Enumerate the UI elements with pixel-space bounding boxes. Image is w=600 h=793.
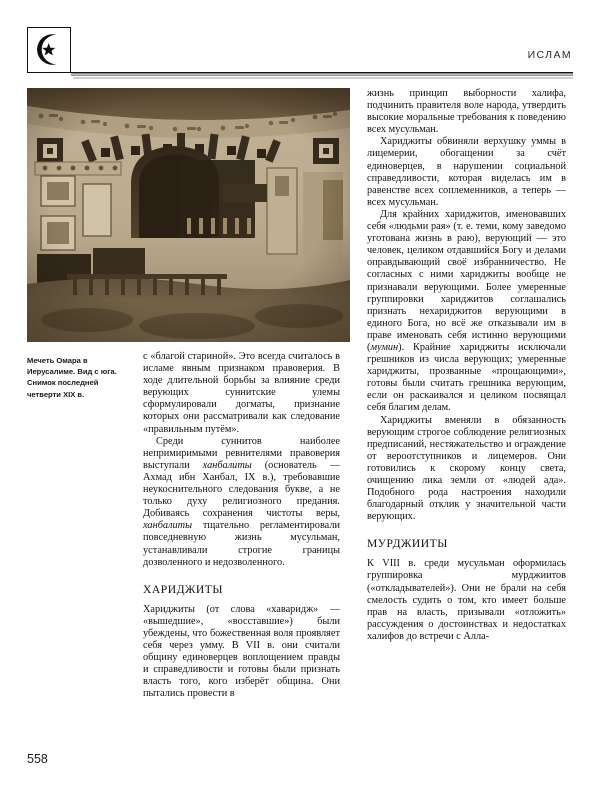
page-number: 558 xyxy=(27,752,48,766)
figure-mosque-photo xyxy=(27,88,350,342)
paragraph: Хариджиты вменяли в обязанность верующим строгое соблюдение религиозных предписаний, нестяжательство и ограждение от вероотступников и лицемеров. Они готовились к скорому концу света, очищению лика земли от «людей ада». Подобного рода настроения находили благодарный отклик у значительной части верующих. xyxy=(367,414,566,523)
section-heading-murjiites: МУРДЖИИТЫ xyxy=(367,537,448,551)
paragraph: с «благой стариной». Это всегда считалось в исламе явным признаком правоверия. В ходе длительной борьбы за влияние среди верующих суннитские улемы сформулировали догматы, признание которых они рассматривали как следование «правильным путём». xyxy=(143,351,340,435)
spacer xyxy=(143,569,340,583)
paragraph: Хариджиты (от слова «хаваридж» — «вышедшие», «восставшие») были убеждены, что божественная воля проявляет себя через умму. В VII в. они считали общину единоверцев воплощением правды и справедливости и готовы были признать власть того, кого изберёт община. Они пытались провести в xyxy=(143,603,340,700)
paragraph: К VIII в. среди мусульман оформилась группировка мурджиитов («откладывателей»). Они не брали на себя смелость судить о том, кто имеет больше прав на власть, призывали «отложить» рассуждения о достоинствах и недостатках халифов до встречи с Алла- xyxy=(367,558,566,642)
figure-caption: Мечеть Омара в Иерусалиме. Вид с юга. Снимок последней четверти XIX в. xyxy=(27,356,117,399)
paragraph: жизнь принцип выборности халифа, подчинить правителя воле народа, утвердить высокие моральные требования к поведению всех мусульман. xyxy=(367,88,566,136)
running-head xyxy=(27,27,573,79)
crescent-star-icon xyxy=(27,27,71,73)
text-column-right xyxy=(367,88,566,643)
spacer xyxy=(367,523,566,537)
paragraph: Для крайних хариджитов, именовавших себя «людьми рая» (т. е. теми, кому заведомо уготована жизнь в раю), верующий — это человек, целиком отдавшийся Богу и делами оправдывающий своё избранничество. Не согласных с ними хариджиты вообще не признавали верующими. Более умеренные группировки хариджитов соглашались признать нехариджитов верующими в единого Бога, но всё же отказывали им в праве именовать себя истинно верующими (мумин). Крайние хариджиты исключали грешников из числа верующих; умеренные хариджиты, прозванные «прощающими», готовы были считать грешника верующим, если он раскаивался и целиком посвящал себя благим делам. xyxy=(367,208,566,414)
running-head-rule-shadow xyxy=(73,77,573,79)
paragraph: Среди суннитов наиболее непримиримыми ревнителями правоверия выступали ханбалиты (основатель — Ахмад ибн Ханбал, IX в.), требовавшие неукоснительного следования букве, а не только духу религиозного предания. Добиваясь сохранения чистоты веры, ханбалиты тщательно регламентировали повседневную жизнь мусульман, устанавливали строгие границы дозволенного и недозволенного. xyxy=(143,435,340,568)
paragraph: Хариджиты обвиняли верхушку уммы в лицемерии, обогащении за счёт единоверцев, в нарушении социальной справедливости, которая виделась им в равенстве всех соплеменников, а теперь — всех мусульман. xyxy=(367,136,566,208)
text-column-left xyxy=(143,351,340,700)
running-head-title: ИСЛАМ xyxy=(527,49,572,61)
section-heading-kharijites: ХАРИДЖИТЫ xyxy=(143,582,223,596)
spacer xyxy=(367,551,566,558)
spacer xyxy=(143,597,340,604)
mosque-interior-photograph xyxy=(27,88,350,342)
